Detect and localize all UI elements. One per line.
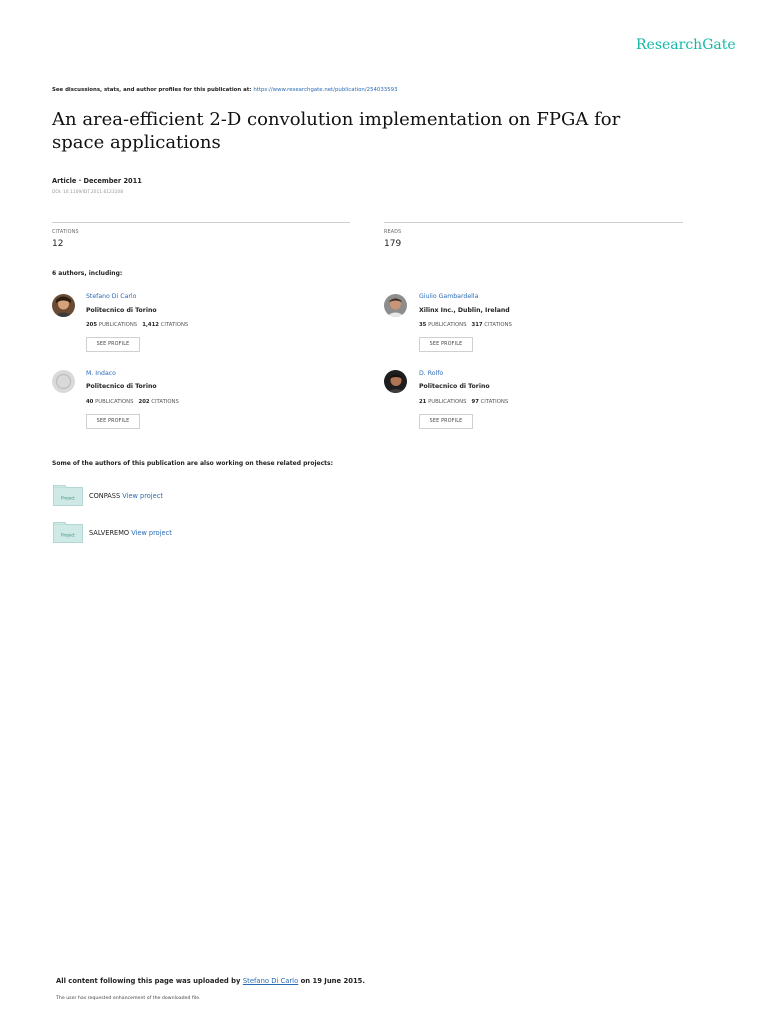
avatar-photo-icon — [52, 294, 75, 317]
upload-prefix: All content following this page was uploaded by — [56, 977, 241, 985]
author-name-link[interactable]: D. Rolfo — [419, 370, 444, 377]
publications-count: 35 — [419, 322, 427, 328]
author-avatar[interactable] — [384, 370, 407, 393]
author-stats — [419, 399, 508, 405]
publications-label: PUBLICATIONS — [428, 399, 467, 405]
see-profile-button[interactable]: SEE PROFILE — [419, 337, 473, 352]
view-project-link[interactable]: View project — [131, 529, 172, 537]
publications-count: 21 — [419, 399, 427, 405]
reads-label: READS — [384, 230, 402, 235]
author-institution: Politecnico di Torino — [86, 383, 157, 390]
citations-label: CITATIONS — [484, 322, 512, 328]
avatar-photo-icon — [384, 294, 407, 317]
divider — [384, 222, 683, 223]
project-item — [89, 492, 163, 500]
paper-title: An area-efficient 2-D convolution implementation on FPGA for space applications — [52, 109, 621, 153]
citations-label: CITATIONS — [480, 399, 509, 405]
project-folder-icon — [53, 485, 83, 506]
citations-count: 12 — [52, 239, 64, 249]
citations-count: 202 — [138, 399, 150, 405]
publications-count: 205 — [86, 322, 98, 328]
author-name-link[interactable]: M. Indaco — [86, 370, 116, 377]
author-institution: Politecnico di Torino — [86, 307, 157, 314]
author-name-link[interactable]: Giulio Gambardella — [419, 293, 479, 300]
author-avatar[interactable] — [52, 294, 75, 317]
author-institution: Politecnico di Torino — [419, 383, 490, 390]
citations-count: 1,412 — [142, 322, 159, 328]
publications-count: 40 — [86, 399, 94, 405]
publications-label: PUBLICATIONS — [98, 322, 138, 328]
citations-label: CITATIONS — [160, 322, 189, 328]
discussion-line — [52, 87, 398, 93]
citations-count: 317 — [471, 322, 483, 328]
author-avatar[interactable] — [384, 294, 407, 317]
researchgate-logo: ResearchGate — [636, 37, 736, 53]
citations-label: CITATIONS — [151, 399, 179, 405]
citations-count: 97 — [471, 399, 479, 405]
related-projects-heading: Some of the authors of this publication are also working on these related projects: — [52, 460, 333, 467]
project-icon-label: Project — [61, 532, 75, 538]
divider — [52, 222, 350, 223]
authors-heading: 6 authors, including: — [52, 270, 123, 277]
author-name-link[interactable]: Stefano Di Carlo — [86, 293, 137, 300]
see-profile-button[interactable]: SEE PROFILE — [419, 414, 473, 429]
project-item — [89, 529, 172, 537]
uploader-link[interactable]: Stefano Di Carlo — [242, 977, 299, 985]
author-stats — [419, 322, 512, 328]
author-avatar[interactable] — [52, 370, 75, 393]
project-folder-icon — [53, 522, 83, 543]
enhancement-notice: The user has requested enhancement of the downloaded file. — [56, 996, 201, 1001]
publication-url-link[interactable]: https://www.researchgate.net/publication/254033593 — [253, 87, 398, 93]
article-meta: Article · December 2011 — [52, 177, 142, 185]
author-institution: Xilinx Inc., Dublin, Ireland — [419, 307, 510, 314]
author-stats — [86, 322, 188, 328]
avatar-photo-icon — [384, 370, 407, 393]
project-icon-label: Project — [61, 495, 75, 501]
default-avatar-icon — [52, 370, 75, 393]
publications-label: PUBLICATIONS — [95, 399, 134, 405]
reads-count: 179 — [384, 239, 402, 249]
doi: DOI: 10.1109/IDT.2011.6123108 — [52, 190, 123, 195]
upload-notice — [56, 977, 365, 985]
citations-label: CITATIONS — [52, 230, 79, 235]
see-profile-button[interactable]: SEE PROFILE — [86, 414, 140, 429]
discussion-prefix: See discussions, stats, and author profiles for this publication at: — [52, 87, 252, 93]
see-profile-button[interactable]: SEE PROFILE — [86, 337, 140, 352]
publications-label: PUBLICATIONS — [428, 322, 467, 328]
author-stats — [86, 399, 179, 405]
upload-suffix: on 19 June 2015. — [300, 977, 365, 985]
project-name: SALVEREMO — [89, 529, 130, 537]
view-project-link[interactable]: View project — [122, 492, 163, 500]
project-name: CONPASS — [89, 492, 121, 500]
